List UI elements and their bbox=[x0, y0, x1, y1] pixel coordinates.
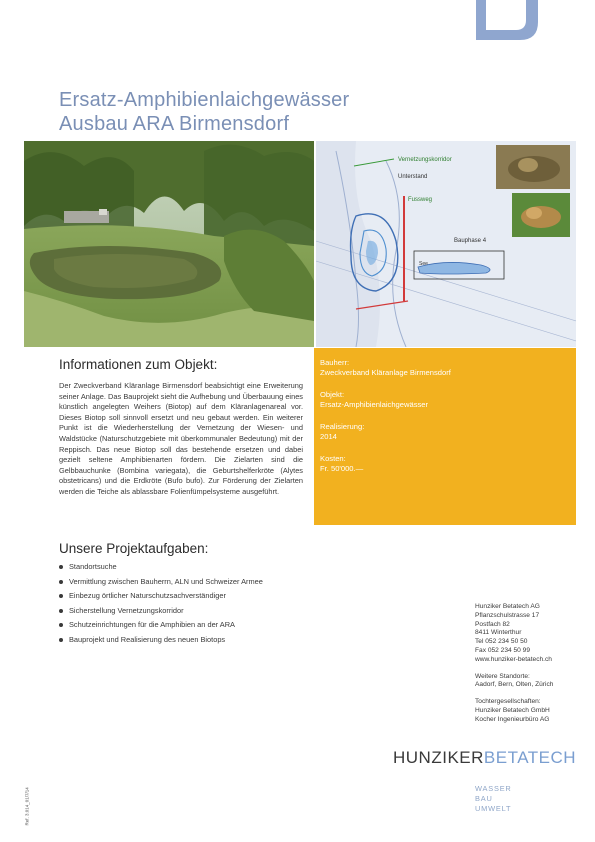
pond-photo bbox=[24, 141, 314, 347]
document-reference: Ref. 3.014_01/7/14 bbox=[24, 787, 30, 826]
title-line-1: Ersatz-Amphibienlaichgewässer bbox=[59, 89, 350, 111]
info-paragraph: Der Zweckverband Kläranlage Birmensdorf beabsichtigt eine Erweiterung seiner Anlage. Das Bauprojekt sieht die Aufhebung und Überbauung eines künstlich angelegten Weihers (Biotop) auf dem Kläranlagenareal vor. Dieses Biotop soll sinnvoll ersetzt und neu gebaut werden. Ein weiterer Punkt ist die Wiederherstellung der Vernetzung der Wiesen- und Waldstücke (Naturschutzgebiete mit überkommunaler Bedeutung) mit der Reppisch. Das neue Biotop soll das bestehende ersetzen und dabei gezielt seltene Amphibienarten fördern. Die Zielarten sind die Gelbbauchunke (Bombina variegata), die Geburtshelferkröte (Alytes obstetricans) und die Erdkröte (Bufo bufo). Zur Förderung der Zielarten werden die Teiche als ablassbare Folienfümpelsysteme ausgeführt. bbox=[59, 381, 303, 496]
tagline-line-3: UMWELT bbox=[475, 804, 512, 813]
logo-part-1: HUNZIKER bbox=[393, 748, 484, 767]
website-link[interactable]: www.hunziker-betatech.ch bbox=[475, 655, 552, 663]
kosten-label: Kosten: bbox=[320, 454, 346, 463]
bauherr-label: Bauherr: bbox=[320, 358, 350, 367]
task-item: Vermittlung zwischen Bauherrn, ALN und Schweizer Armee bbox=[59, 575, 319, 590]
logo-part-2: BETATECH bbox=[483, 748, 577, 767]
task-item: Standortsuche bbox=[59, 560, 319, 575]
tasks-heading: Unsere Projektaufgaben: bbox=[59, 541, 209, 556]
corner-brand-mark bbox=[476, 0, 538, 40]
tagline bbox=[475, 784, 512, 814]
sites-list: Aadorf, Bern, Olten, Zürich bbox=[475, 681, 554, 689]
info-heading: Informationen zum Objekt: bbox=[59, 357, 218, 372]
plan-label-see: See bbox=[419, 261, 428, 267]
bullet-icon bbox=[59, 609, 63, 613]
title-line-2: Ausbau ARA Birmensdorf bbox=[59, 113, 290, 135]
plan-label-unterstand: Unterstand bbox=[398, 174, 428, 180]
phone: Tel 052 234 50 50 bbox=[475, 638, 528, 646]
tagline-line-1: WASSER bbox=[475, 784, 512, 793]
bullet-icon bbox=[59, 638, 63, 642]
kosten-value: Fr. 50'000.— bbox=[320, 464, 364, 473]
contact-block bbox=[475, 603, 585, 725]
plan-label-korridor: Vernetzungskorridor bbox=[398, 157, 452, 163]
objekt-value: Ersatz-Amphibienlaichgewässer bbox=[320, 400, 429, 409]
street: Pflanzschulstrasse 17 bbox=[475, 611, 540, 619]
bauherr-value: Zweckverband Kläranlage Birmensdorf bbox=[320, 368, 451, 377]
realisierung-label: Realisierung: bbox=[320, 422, 365, 431]
plan-label-bauphase: Bauphase 4 bbox=[454, 238, 487, 244]
task-item: Bauprojekt und Realisierung des neuen Biotops bbox=[59, 633, 319, 648]
subsidiary-2: Kocher Ingenieurbüro AG bbox=[475, 715, 550, 723]
page-title bbox=[59, 88, 349, 136]
tagline-line-2: BAU bbox=[475, 794, 493, 803]
realisierung-value: 2014 bbox=[320, 432, 337, 441]
sites-label: Weitere Standorte: bbox=[475, 672, 530, 680]
plan-label-fussweg: Fussweg bbox=[408, 197, 433, 203]
task-item: Sicherstellung Vernetzungskorridor bbox=[59, 604, 319, 619]
postbox: Postfach 82 bbox=[475, 620, 510, 628]
bullet-icon bbox=[59, 565, 63, 569]
fax: Fax 052 234 50 99 bbox=[475, 646, 530, 654]
city: 8411 Winterthur bbox=[475, 629, 522, 637]
site-plan-map bbox=[316, 141, 576, 347]
bullet-icon bbox=[59, 623, 63, 627]
task-item: Schutzeinrichtungen für die Amphibien an der ARA bbox=[59, 618, 319, 633]
project-facts-box bbox=[314, 348, 576, 525]
bullet-icon bbox=[59, 580, 63, 584]
subsidiaries-label: Tochtergesellschaften: bbox=[475, 698, 541, 706]
task-item: Einbezug örtlicher Naturschutzsachverständiger bbox=[59, 589, 319, 604]
objekt-label: Objekt: bbox=[320, 390, 345, 399]
company-logo bbox=[393, 748, 576, 768]
company-name: Hunziker Betatech AG bbox=[475, 603, 540, 610]
subsidiary-1: Hunziker Betatech GmbH bbox=[475, 706, 550, 714]
tasks-list bbox=[59, 560, 319, 648]
bullet-icon bbox=[59, 594, 63, 598]
